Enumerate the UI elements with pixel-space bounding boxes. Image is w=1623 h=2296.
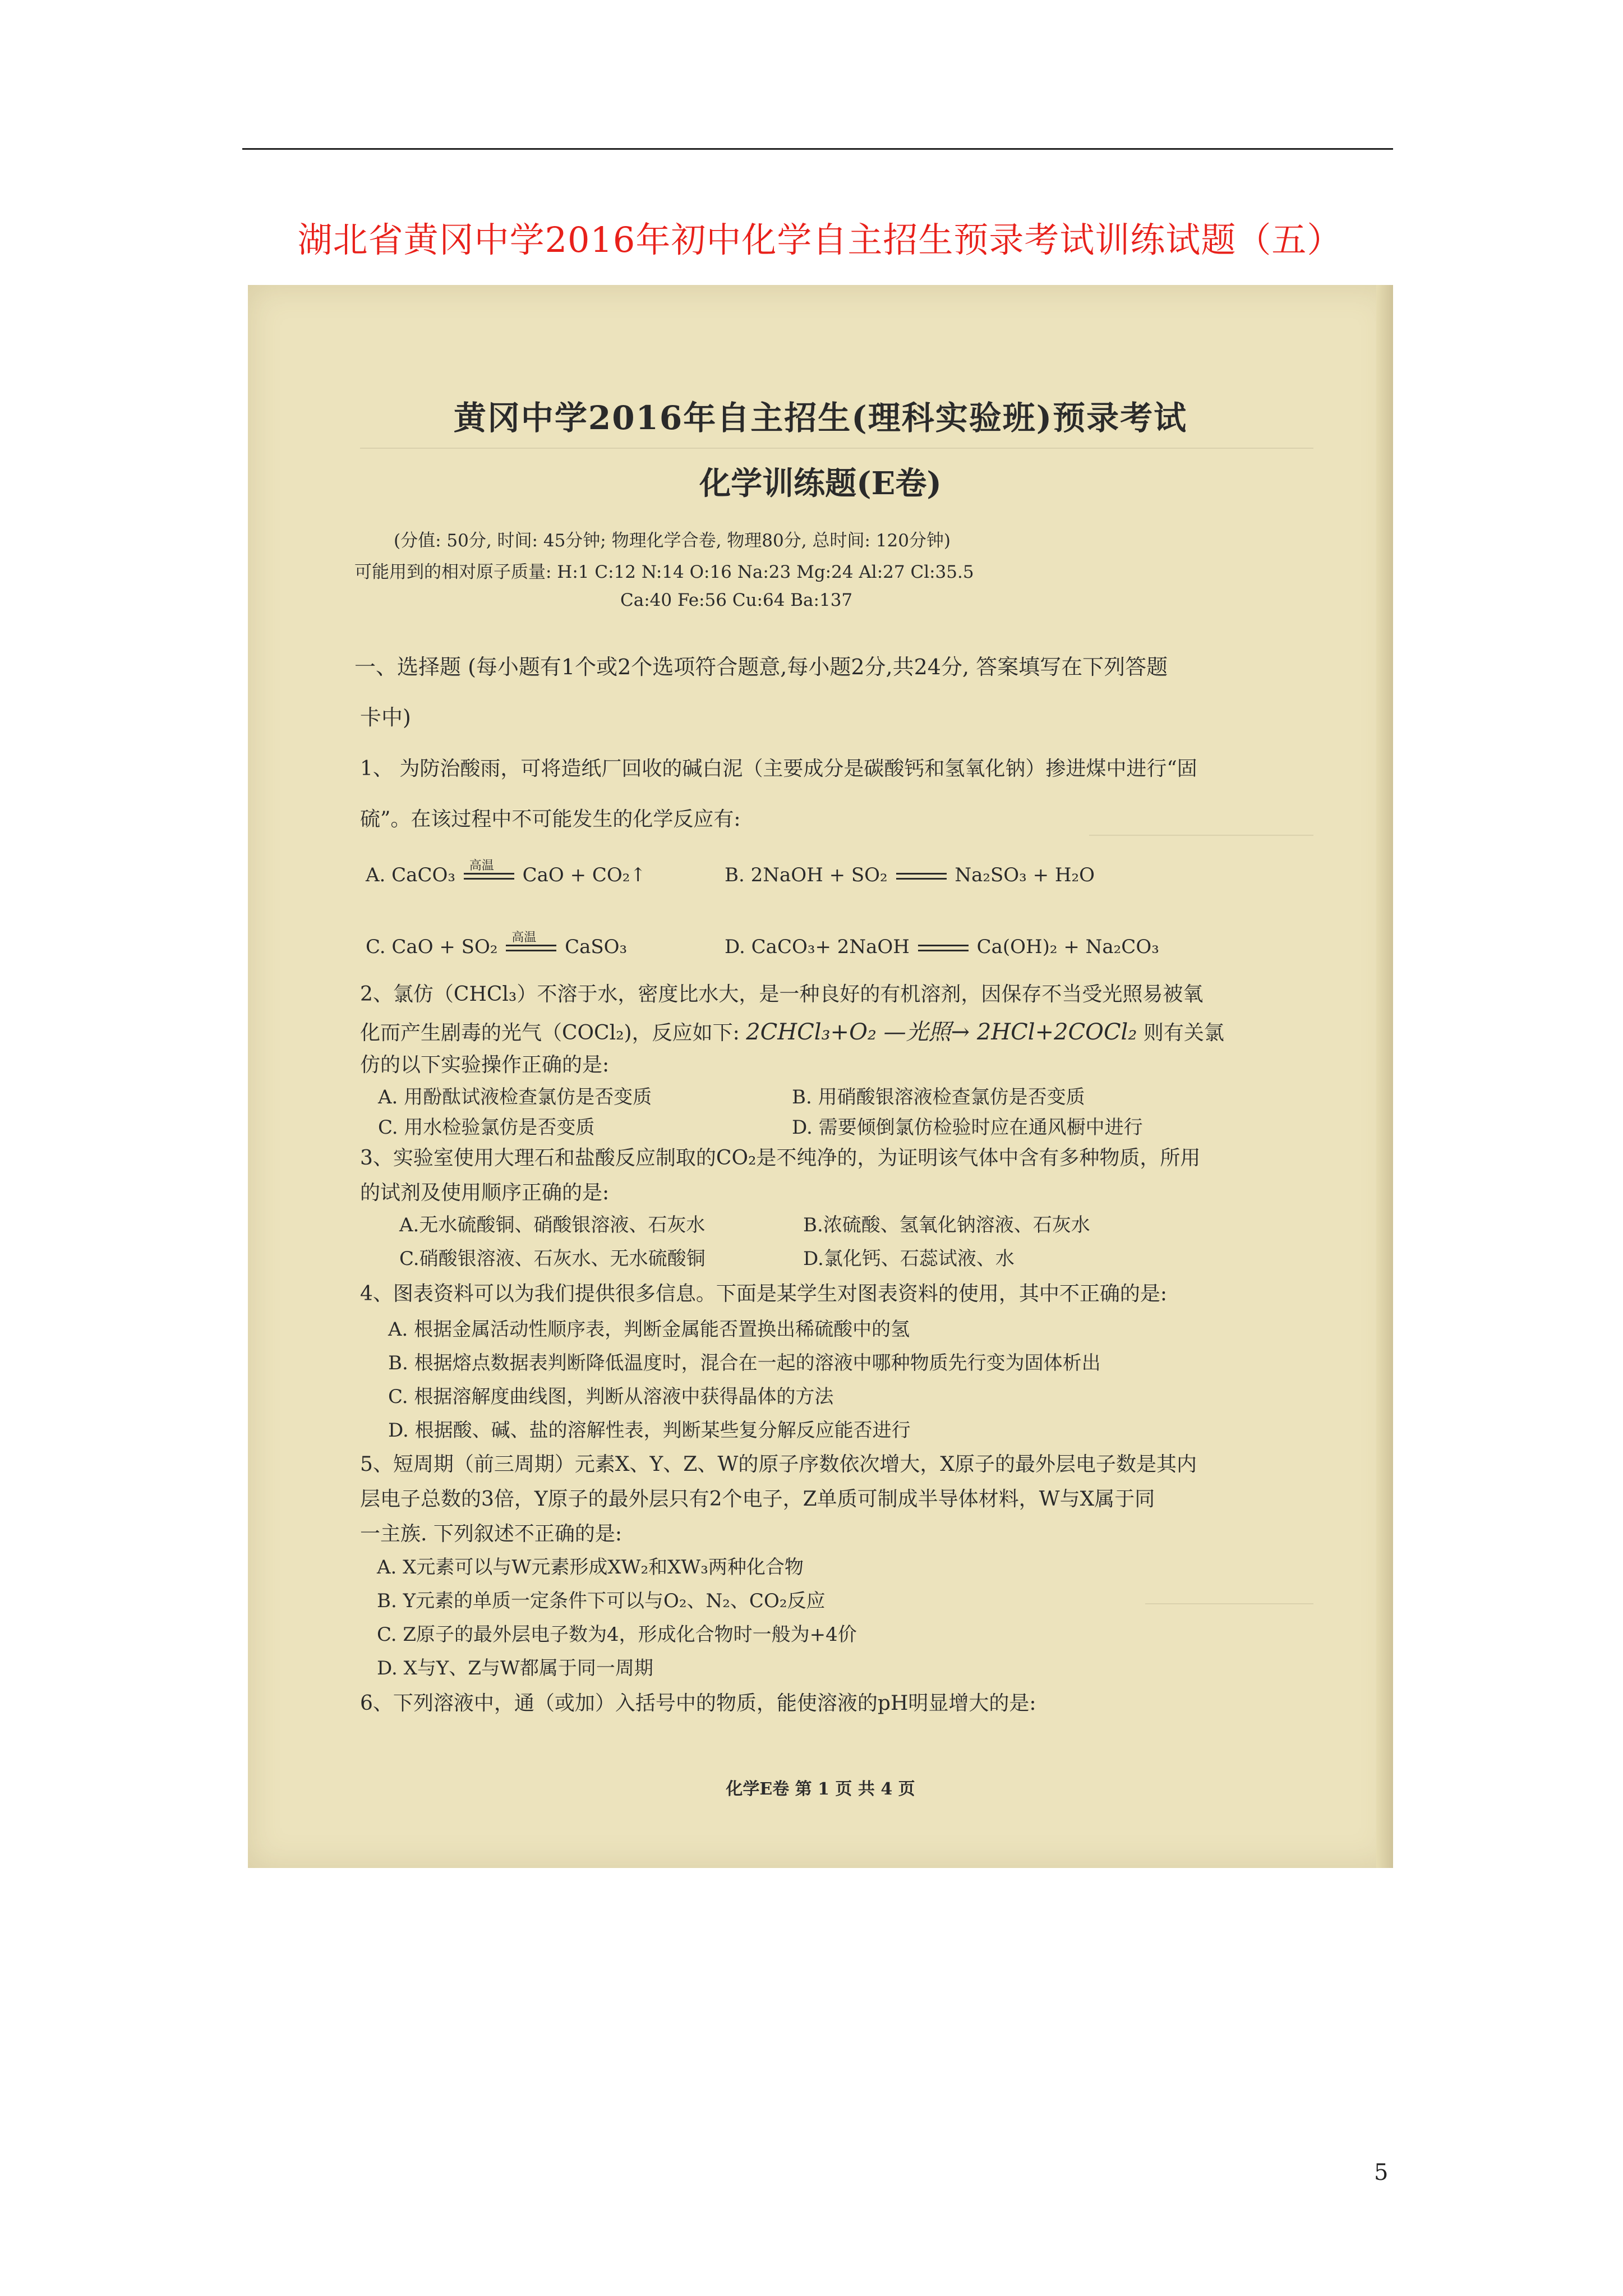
question-3-option-b: B.浓硫酸、氢氧化钠溶液、石灰水 (803, 1214, 1090, 1236)
question-5-line-1: 5、短周期（前三周期）元素X、Y、Z、W的原子序数依次增大，X原子的最外层电子数是其内 (360, 1453, 1197, 1476)
question-1-line-2: 硫”。在该过程中不可能发生的化学反应有: (360, 808, 741, 831)
question-1-option-d: D. CaCO₃+ 2NaOH Ca(OH)₂ + Na₂CO₃ (725, 936, 1159, 958)
question-2-option-d: D. 需要倾倒氯仿检验时应在通风橱中进行 (792, 1116, 1143, 1139)
question-2-option-b: B. 用硝酸银溶液检查氯仿是否变质 (792, 1086, 1085, 1108)
exam-title: 黄冈中学2016年自主招生(理科实验班)预录考试 (453, 399, 1188, 437)
question-4-option-b: B. 根据熔点数据表判断降低温度时，混合在一起的溶液中哪种物质先行变为固体析出 (388, 1352, 1101, 1374)
exam-subtitle: 化学训练题(E卷) (699, 465, 942, 502)
scoring-info: (分值: 50分, 时间: 45分钟; 物理化学合卷, 物理80分, 总时间: 120分钟) (394, 531, 951, 551)
section-title-continued: 卡中) (360, 705, 411, 730)
question-2-line-1: 2、氯仿（CHCl₃）不溶于水，密度比水大，是一种良好的有机溶剂，因保存不当受光照易被氧 (360, 983, 1204, 1006)
exam-page-footer: 化学E卷 第 1 页 共 4 页 (726, 1779, 915, 1799)
question-5-option-b: B. Y元素的单质一定条件下可以与O₂、N₂、CO₂反应 (377, 1590, 826, 1612)
scanned-exam-page (248, 285, 1393, 1868)
question-3-option-c: C.硝酸银溶液、石灰水、无水硫酸铜 (399, 1248, 706, 1270)
page-number: 5 (1374, 2160, 1389, 2185)
question-2-option-c: C. 用水检验氯仿是否变质 (378, 1116, 595, 1139)
question-5-option-d: D. X与Y、Z与W都属于同一周期 (377, 1657, 653, 1680)
header-rule (242, 148, 1393, 150)
atomic-masses-line-1: 可能用到的相对原子质量: H:1 C:12 N:14 O:16 Na:23 Mg:24 Al:27 Cl:35.5 (354, 562, 974, 582)
question-5-line-2: 层电子总数的3倍，Y原子的最外层只有2个电子，Z单质可制成半导体材料，W与X属于同 (360, 1488, 1155, 1511)
question-3-line-1: 3、实验室使用大理石和盐酸反应制取的CO₂是不纯净的，为证明该气体中含有多种物质，所用 (360, 1147, 1201, 1170)
atomic-masses-line-2: Ca:40 Fe:56 Cu:64 Ba:137 (620, 590, 853, 610)
question-1-option-a: A. CaCO₃ 高温 CaO + CO₂↑ (366, 859, 646, 886)
question-6-line-1: 6、下列溶液中，通（或加）入括号中的物质，能使溶液的pH明显增大的是: (360, 1692, 1036, 1715)
reaction-arrow-icon (896, 873, 947, 880)
question-5-option-c: C. Z原子的最外层电子数为4，形成化合物时一般为+4价 (377, 1623, 857, 1646)
question-5-option-a: A. X元素可以与W元素形成XW₂和XW₃两种化合物 (377, 1556, 804, 1579)
question-4-option-d: D. 根据酸、碱、盐的溶解性表，判断某些复分解反应能否进行 (388, 1419, 911, 1442)
reaction-arrow-icon: 高温 (506, 945, 556, 951)
question-2-line-3: 仿的以下实验操作正确的是: (360, 1053, 610, 1076)
reaction-arrow-icon: 高温 (464, 873, 514, 880)
photolysis-equation: 2CHCl₃+O₂ —光照→ 2HCl+2COCl₂ (746, 1019, 1137, 1045)
question-2-line-2: 化而产生剧毒的光气（COCl₂)，反应如下: 2CHCl₃+O₂ —光照→ 2HCl+2COCl₂ 则有关氯 (360, 1019, 1224, 1045)
document-title: 湖北省黄冈中学2016年初中化学自主招生预录考试训练试题（五） (297, 219, 1343, 260)
question-4-option-c: C. 根据溶解度曲线图，判断从溶液中获得晶体的方法 (388, 1386, 834, 1408)
question-4-option-a: A. 根据金属活动性顺序表，判断金属能否置换出稀硫酸中的氢 (388, 1318, 910, 1341)
question-1-option-c: C. CaO + SO₂ 高温 CaSO₃ (366, 931, 628, 958)
question-4-line-1: 4、图表资料可以为我们提供很多信息。下面是某学生对图表资料的使用，其中不正确的是: (360, 1282, 1168, 1305)
reaction-arrow-icon (918, 945, 969, 951)
question-3-option-a: A.无水硫酸铜、硝酸银溶液、石灰水 (399, 1214, 706, 1236)
question-3-option-d: D.氯化钙、石蕊试液、水 (803, 1248, 1015, 1270)
question-5-line-3: 一主族. 下列叙述不正确的是: (360, 1522, 623, 1545)
section-title: 一、选择题 (每小题有1个或2个选项符合题意,每小题2分,共24分, 答案填写在下列答题 (354, 655, 1168, 679)
question-2-option-a: A. 用酚酞试液检查氯仿是否变质 (378, 1086, 652, 1108)
question-3-line-2: 的试剂及使用顺序正确的是: (360, 1181, 610, 1204)
question-1-line-1: 1、 为防治酸雨，可将造纸厂回收的碱白泥（主要成分是碳酸钙和氢氧化钠）掺进煤中进行“固 (360, 757, 1197, 780)
question-1-option-b: B. 2NaOH + SO₂ Na₂SO₃ + H₂O (725, 864, 1095, 886)
